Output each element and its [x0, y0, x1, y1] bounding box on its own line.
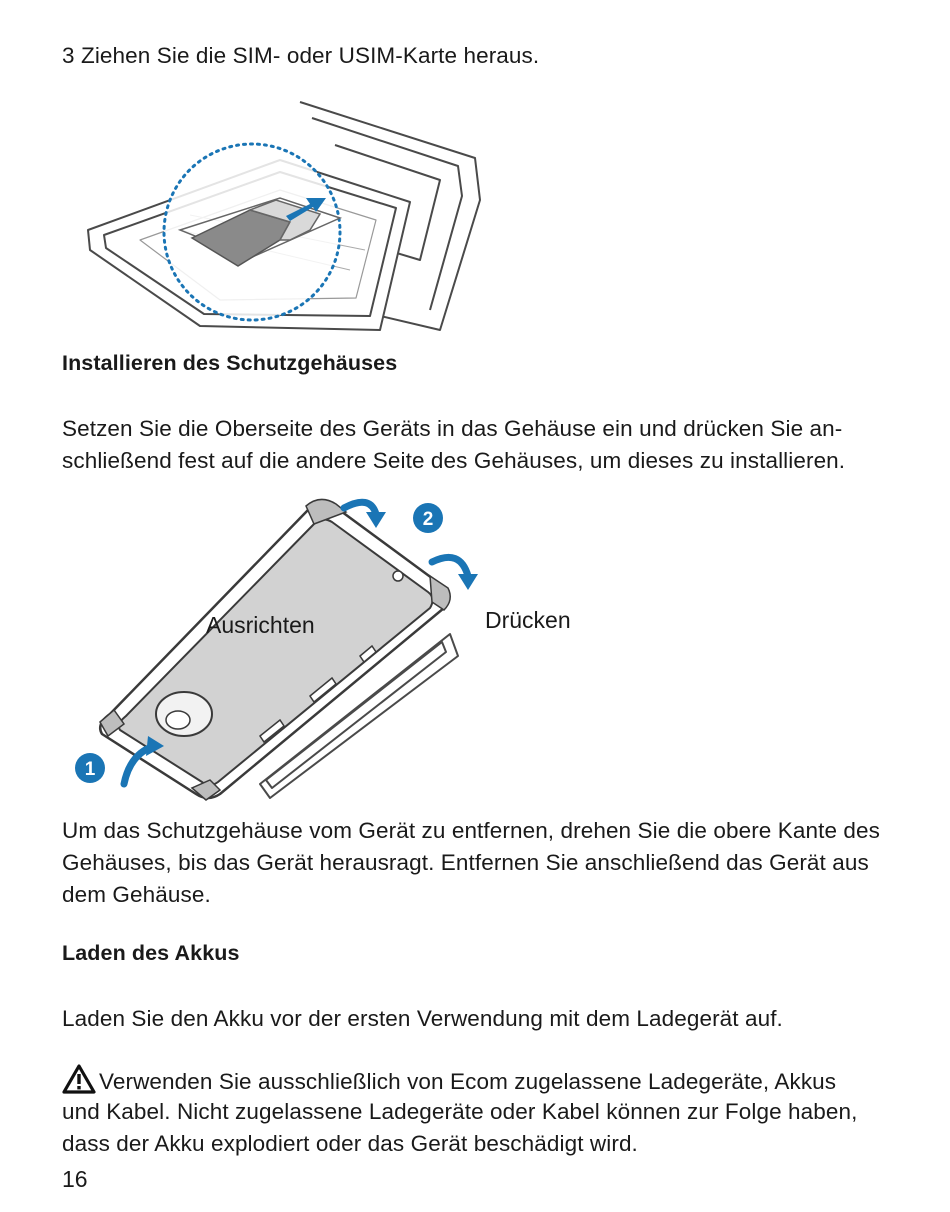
warning-triangle-icon: [62, 1064, 96, 1094]
case-intro-line-1: Setzen Sie die Oberseite des Geräts in das Gehäuse ein und drücken Sie an-: [62, 416, 843, 441]
case-intro-line-2: schließend fest auf die andere Seite des Gehäuses, um dieses zu installieren.: [62, 448, 846, 473]
step-number: 3: [62, 43, 75, 68]
page-number: 16: [62, 1166, 88, 1192]
section-heading-case: Installieren des Schutzgehäuses: [62, 351, 398, 375]
case-removal-line-1: Um das Schutzgehäuse vom Gerät zu entfernen, drehen Sie die obere Kante des: [62, 818, 880, 843]
step-badge-2: 2: [422, 509, 434, 530]
case-removal-line-3: dem Gehäuse.: [62, 882, 211, 907]
warning-line-1: [62, 1064, 836, 1098]
section-heading-charge: Laden des Akkus: [62, 941, 240, 965]
warning-line-3: dass der Akku explodiert oder das Gerät beschädigt wird.: [62, 1131, 638, 1156]
figure-label-press: Drücken: [485, 607, 571, 633]
step-badge-1: 1: [84, 759, 96, 780]
case-removal-line-2: Gehäuses, bis das Gerät herausragt. Entfernen Sie anschließend das Gerät aus: [62, 850, 869, 875]
sim-removal-illustration: [80, 90, 490, 340]
warning-line-2: und Kabel. Nicht zugelassene Ladegeräte oder Kabel können zur Folge haben,: [62, 1099, 858, 1124]
figure-label-align: Ausrichten: [206, 612, 315, 638]
warning-text-1: Verwenden Sie ausschließlich von Ecom zugelassene Ladegeräte, Akkus: [99, 1069, 837, 1094]
case-installation-illustration: [70, 484, 490, 804]
charge-intro: Laden Sie den Akku vor der ersten Verwendung mit dem Ladegerät auf.: [62, 1006, 783, 1031]
step-text: Ziehen Sie die SIM- oder USIM-Karte heraus.: [80, 43, 540, 68]
step-3-instruction: [62, 40, 539, 72]
